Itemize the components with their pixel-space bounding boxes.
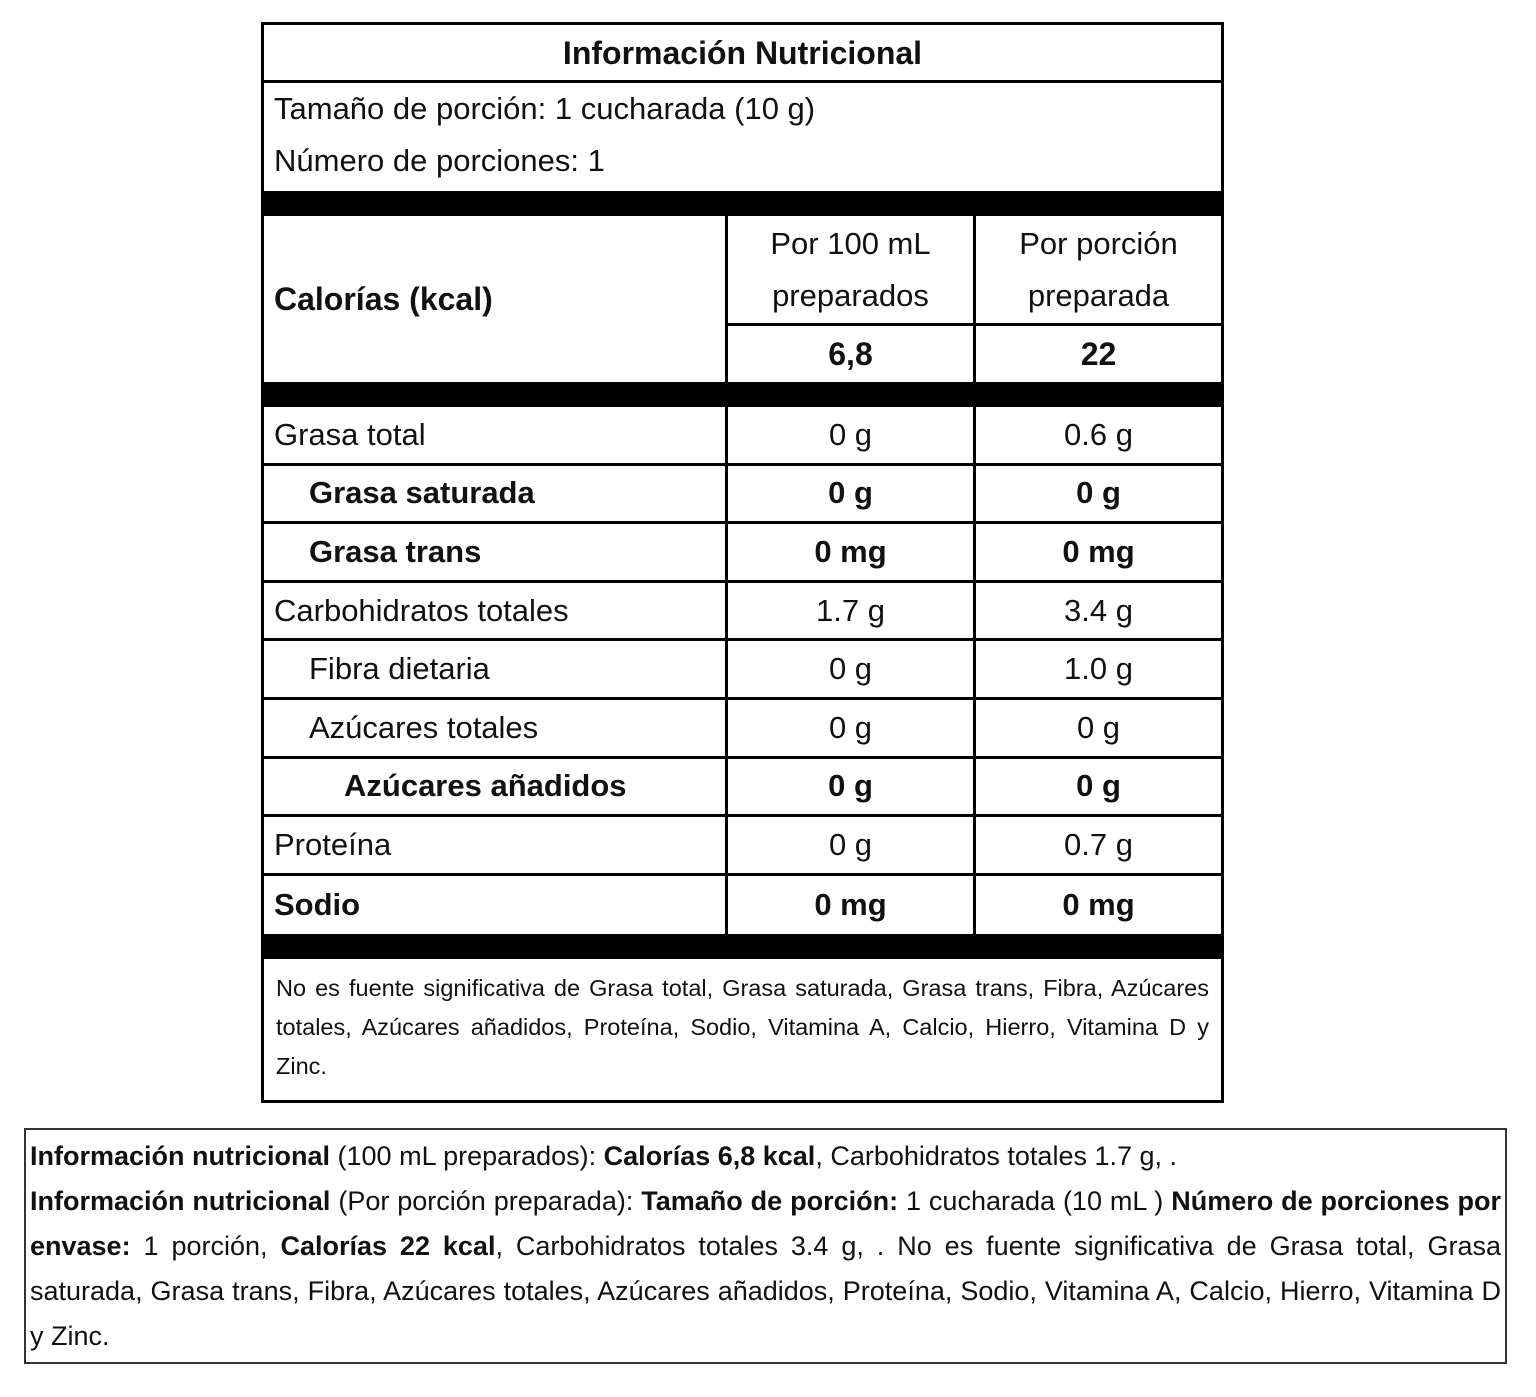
nutrient-per-serving: 1.0 g <box>1064 651 1133 687</box>
per-serving-column <box>976 216 1221 382</box>
bold-text: Información nutricional <box>30 1141 331 1171</box>
nutrient-name: Azúcares totales <box>264 700 728 756</box>
per-serving-header-line2: preparada <box>1027 277 1170 313</box>
nutrient-name: Grasa saturada <box>264 466 728 522</box>
footnote: No es fuente significativa de Grasa total, Grasa saturada, Grasa trans, Fibra, Azúcares totales, Azúcares añadidos, Proteína, Sodio, Vitamina A, Calcio, Hierro, Vitamina D y Zinc. <box>276 975 1209 1080</box>
panel-title: Información Nutricional <box>264 25 1221 83</box>
calories-per-serving: 22 <box>1080 335 1117 372</box>
table-row <box>264 466 1221 525</box>
table-row <box>264 817 1221 876</box>
nutrient-per-100: 0 g <box>728 466 976 522</box>
thick-divider <box>264 934 1221 959</box>
nutrient-per-100: 0 mg <box>728 876 976 935</box>
bold-text: Calorías 22 kcal <box>280 1231 496 1261</box>
per-100-header <box>728 216 973 326</box>
table-row <box>264 524 1221 583</box>
nutrient-per-serving: 0 mg <box>1062 887 1135 923</box>
linear-nutrition-text <box>24 1128 1507 1364</box>
nutrient-per-100: 1.7 g <box>728 583 976 639</box>
text: , Carbohidratos totales 1.7 g, . <box>815 1141 1178 1171</box>
nutrient-name: Grasa trans <box>264 524 728 580</box>
per-100-header-line1: Por 100 mL <box>770 225 931 261</box>
nutrient-rows <box>264 407 1221 934</box>
text: 1 cucharada (10 mL ) <box>898 1186 1172 1216</box>
linear-paragraph-100ml <box>30 1134 1501 1179</box>
table-row <box>264 759 1221 818</box>
serving-size: Tamaño de porción: 1 cucharada (10 g) <box>274 91 816 126</box>
bold-text: Tamaño de porción: <box>641 1186 899 1216</box>
nutrient-name: Carbohidratos totales <box>264 583 728 639</box>
text: , Carbohidratos totales 3.4 g, . No es fuente significativa de Grasa total, Grasa saturada, Grasa trans, Fibra, Azúcares totales, Azúcares añadidos, Proteína, Sodio, Vitamina A, Calcio, Hierro, Vitamina D y Zinc. <box>30 1231 1502 1351</box>
serving-info <box>264 83 1221 191</box>
linear-paragraph-serving <box>30 1179 1501 1359</box>
thick-divider <box>264 382 1221 407</box>
nutrient-per-serving: 0.6 g <box>1064 416 1133 452</box>
nutrient-per-serving: 0 g <box>1076 709 1121 745</box>
nutrition-facts-panel <box>261 22 1224 1103</box>
per-serving-header-line1: Por porción <box>1019 225 1178 261</box>
nutrient-name: Sodio <box>264 876 728 935</box>
bold-text: Calorías 6,8 kcal <box>603 1141 816 1171</box>
calories-label: Calorías (kcal) <box>264 216 728 382</box>
nutrient-per-serving: 0.7 g <box>1064 826 1133 862</box>
table-row <box>264 641 1221 700</box>
table-row <box>264 876 1221 935</box>
nutrient-per-100: 0 g <box>728 817 976 873</box>
bold-text: Información nutricional <box>30 1186 331 1216</box>
nutrient-name: Fibra dietaria <box>264 641 728 697</box>
nutrient-per-100: 0 g <box>728 641 976 697</box>
text: (100 mL preparados): <box>330 1141 604 1171</box>
calories-per-100: 6,8 <box>828 335 873 372</box>
per-100-column <box>728 216 976 382</box>
nutrient-per-100: 0 g <box>728 407 976 463</box>
per-100-header-line2: preparados <box>772 277 929 313</box>
table-row <box>264 407 1221 466</box>
bold-text: Número de porciones por envase: <box>30 1186 1501 1261</box>
nutrient-name: Proteína <box>264 817 728 873</box>
nutrient-per-serving: 0 g <box>1076 768 1121 804</box>
per-serving-header <box>976 216 1221 326</box>
table-row <box>264 583 1221 642</box>
table-row <box>264 700 1221 759</box>
nutrient-per-serving: 0 mg <box>1062 533 1135 569</box>
nutrient-per-100: 0 mg <box>728 524 976 580</box>
text: (Por porción preparada): <box>330 1186 642 1216</box>
calories-block <box>264 216 1221 382</box>
text: 1 porción, <box>130 1231 281 1261</box>
nutrient-name: Azúcares añadidos <box>264 759 728 815</box>
nutrient-per-100: 0 g <box>728 700 976 756</box>
nutrient-per-serving: 3.4 g <box>1064 592 1133 628</box>
nutrient-per-serving: 0 g <box>1076 475 1121 511</box>
nutrient-per-100: 0 g <box>728 759 976 815</box>
servings-count: Número de porciones: 1 <box>274 143 605 178</box>
thick-divider <box>264 191 1221 216</box>
nutrient-name: Grasa total <box>264 407 728 463</box>
